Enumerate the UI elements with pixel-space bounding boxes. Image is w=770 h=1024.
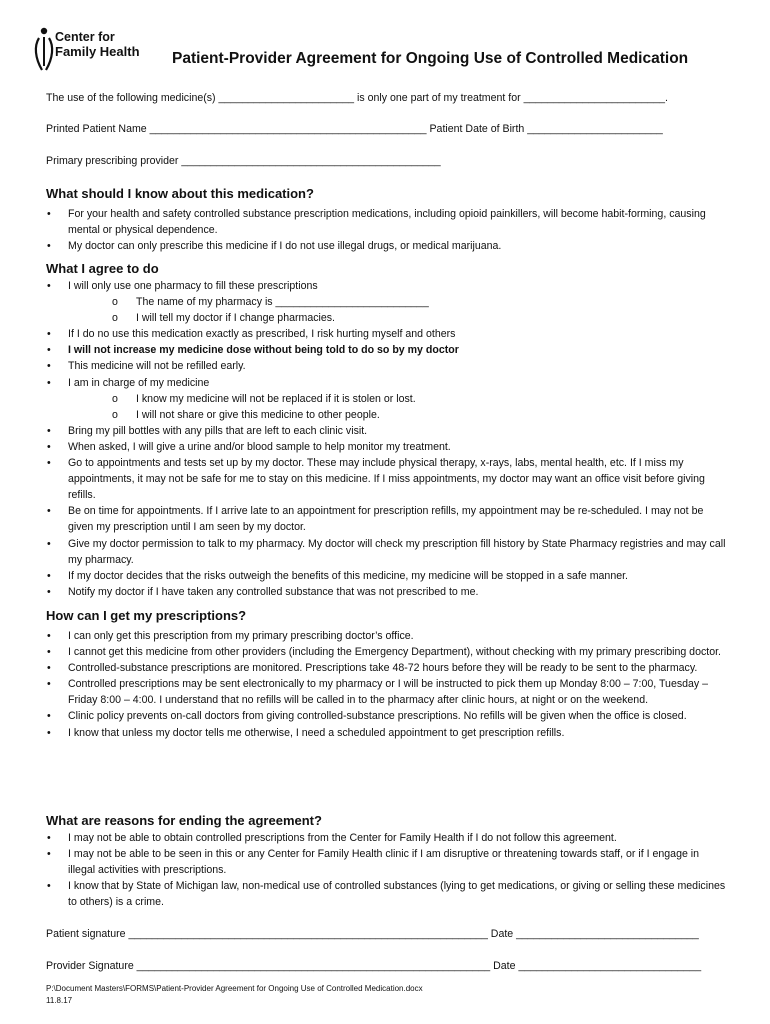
list-item [46, 878, 726, 910]
list-item-text: If my doctor decides that the risks outweigh the benefits of this medicine, my medicine will be stopped in a safe manner. [68, 569, 628, 582]
medicine-line: The use of the following medicine(s) _______________________ is only one part of my treatment for ________________________. [46, 92, 668, 104]
footer [46, 983, 423, 1007]
list-item-text: Give my doctor permission to talk to my pharmacy. My doctor will check my prescription fill history by State Pharmacy registries and may call my pharmacy. [68, 537, 726, 566]
logo [33, 26, 168, 76]
list-item-text: Notify my doctor if I have taken any controlled substance that was not prescribed to me. [68, 585, 479, 598]
family-figure-icon [33, 26, 55, 72]
list-item [46, 206, 726, 238]
list-item-text: Controlled prescriptions may be sent electronically to my pharmacy or I will be instructed to pick them up Monday 8:00 – 7:00, Tuesday – Friday 8:00 – 4:00. I understand that no refills will be called in to the pharmacy after clinic hours, at night or on the weekend. [68, 678, 709, 707]
provider-signature-line: Provider Signature ____________________________________________________________ Date _______________________________ [46, 960, 702, 972]
provider-line: Primary prescribing provider ____________________________________________ [46, 155, 441, 167]
list-item [46, 725, 726, 741]
section-list [46, 628, 726, 741]
list-item [46, 708, 726, 724]
list-item [46, 455, 726, 503]
list-item-text: I will not increase my medicine dose without being told to do so by my doctor [68, 344, 459, 357]
logo-line2: Family Health [55, 44, 140, 59]
sub-list [68, 294, 726, 326]
list-item-text: Bring my pill bottles with any pills that are left to each clinic visit. [68, 424, 368, 437]
sub-list-item: o The name of my pharmacy is __________________________ [68, 294, 726, 310]
list-item-text: I know that unless my doctor tells me otherwise, I need a scheduled appointment to get prescription refills. [68, 726, 565, 739]
list-item-text: My doctor can only prescribe this medicine if I do not use illegal drugs, or medical marijuana. [68, 240, 502, 253]
list-item [46, 676, 726, 708]
list-item-text: Clinic policy prevents on-call doctors from giving controlled-substance prescriptions. No refills will be given when the office is closed. [68, 710, 687, 723]
list-item [46, 423, 726, 439]
list-item [46, 342, 726, 358]
list-item [46, 644, 726, 660]
list-item-text: I may not be able to be seen in this or any Center for Family Health clinic if I am disruptive or threatening towards staff, or if I engage in illegal activities with prescriptions. [68, 848, 700, 877]
section-list [46, 206, 726, 254]
list-item-text: I may not be able to obtain controlled prescriptions from the Center for Family Health if I do not follow this agreement. [68, 832, 617, 844]
list-item [46, 660, 726, 676]
list-item-text: I can only get this prescription from my primary prescribing doctor’s office. [68, 630, 414, 642]
list-item-text: For your health and safety controlled substance prescription medications, including opioid painkillers, will become habit-forming, causing mental or physical dependence. [68, 208, 706, 237]
logo-line1: Center for [55, 30, 115, 44]
section-list [46, 278, 726, 600]
footer-date: 11.8.17 [46, 996, 73, 1005]
list-item [46, 628, 726, 644]
patient-name-line: Printed Patient Name _______________________________________________ Patient Date of Birth _______________________ [46, 123, 663, 135]
footer-path: P:\Document Masters\FORMS\Patient-Provider Agreement for Ongoing Use of Controlled Medication.docx [46, 984, 423, 993]
list-item [46, 439, 726, 455]
list-item [46, 326, 726, 342]
list-item [46, 584, 726, 600]
section-heading: What are reasons for ending the agreement? [46, 813, 322, 828]
sub-list-item: o I know my medicine will not be replaced if it is stolen or lost. [68, 391, 726, 407]
list-item [46, 830, 726, 846]
list-item-text: When asked, I will give a urine and/or blood sample to help monitor my treatment. [68, 440, 451, 453]
list-item [46, 503, 726, 535]
list-item-text: Be on time for appointments. If I arrive late to an appointment for prescription refills, my appointment may be re-scheduled. I may not be given my prescription until I am seen by my doctor. [68, 505, 704, 534]
document-title: Patient-Provider Agreement for Ongoing Use of Controlled Medication [172, 50, 689, 67]
list-item [46, 536, 726, 568]
list-item-text: I will only use one pharmacy to fill these prescriptions [68, 280, 318, 292]
section-heading: What I agree to do [46, 261, 159, 276]
sub-list [68, 391, 726, 423]
sub-list-item: o I will not share or give this medicine to other people. [68, 407, 726, 423]
list-item-text: I am in charge of my medicine [68, 376, 210, 389]
patient-signature-line: Patient signature _____________________________________________________________ Date _______________________________ [46, 928, 699, 940]
list-item [46, 278, 726, 326]
list-item [46, 846, 726, 878]
list-item-text: I know that by State of Michigan law, non-medical use of controlled substances (lying to get medications, or giving or selling these medicines to others) is a crime. [68, 880, 726, 909]
section-heading: How can I get my prescriptions? [46, 608, 247, 623]
list-item-text: If I do no use this medication exactly as prescribed, I risk hurting myself and others [68, 328, 456, 341]
list-item-text: I cannot get this medicine from other providers (including the Emergency Department), without checking with my primary prescribing doctor. [68, 646, 721, 659]
section-list [46, 830, 726, 910]
section-heading: What should I know about this medication? [46, 186, 314, 201]
list-item [46, 568, 726, 584]
sub-list-item: o I will tell my doctor if I change pharmacies. [68, 310, 726, 326]
list-item-text: Controlled-substance prescriptions are monitored. Prescriptions take 48-72 hours before they will be ready to be sent to the pharmacy. [68, 662, 698, 675]
list-item [46, 238, 726, 254]
list-item-text: This medicine will not be refilled early. [68, 360, 246, 373]
list-item [46, 375, 726, 423]
list-item [46, 358, 726, 374]
list-item-text: Go to appointments and tests set up by my doctor. These may include physical therapy, x-rays, labs, mental health, etc. If I miss my appointments, it may not be safe for me to stay on this medicine. If I miss appointments, my doctor may want an office visit before giving refills. [68, 457, 705, 502]
